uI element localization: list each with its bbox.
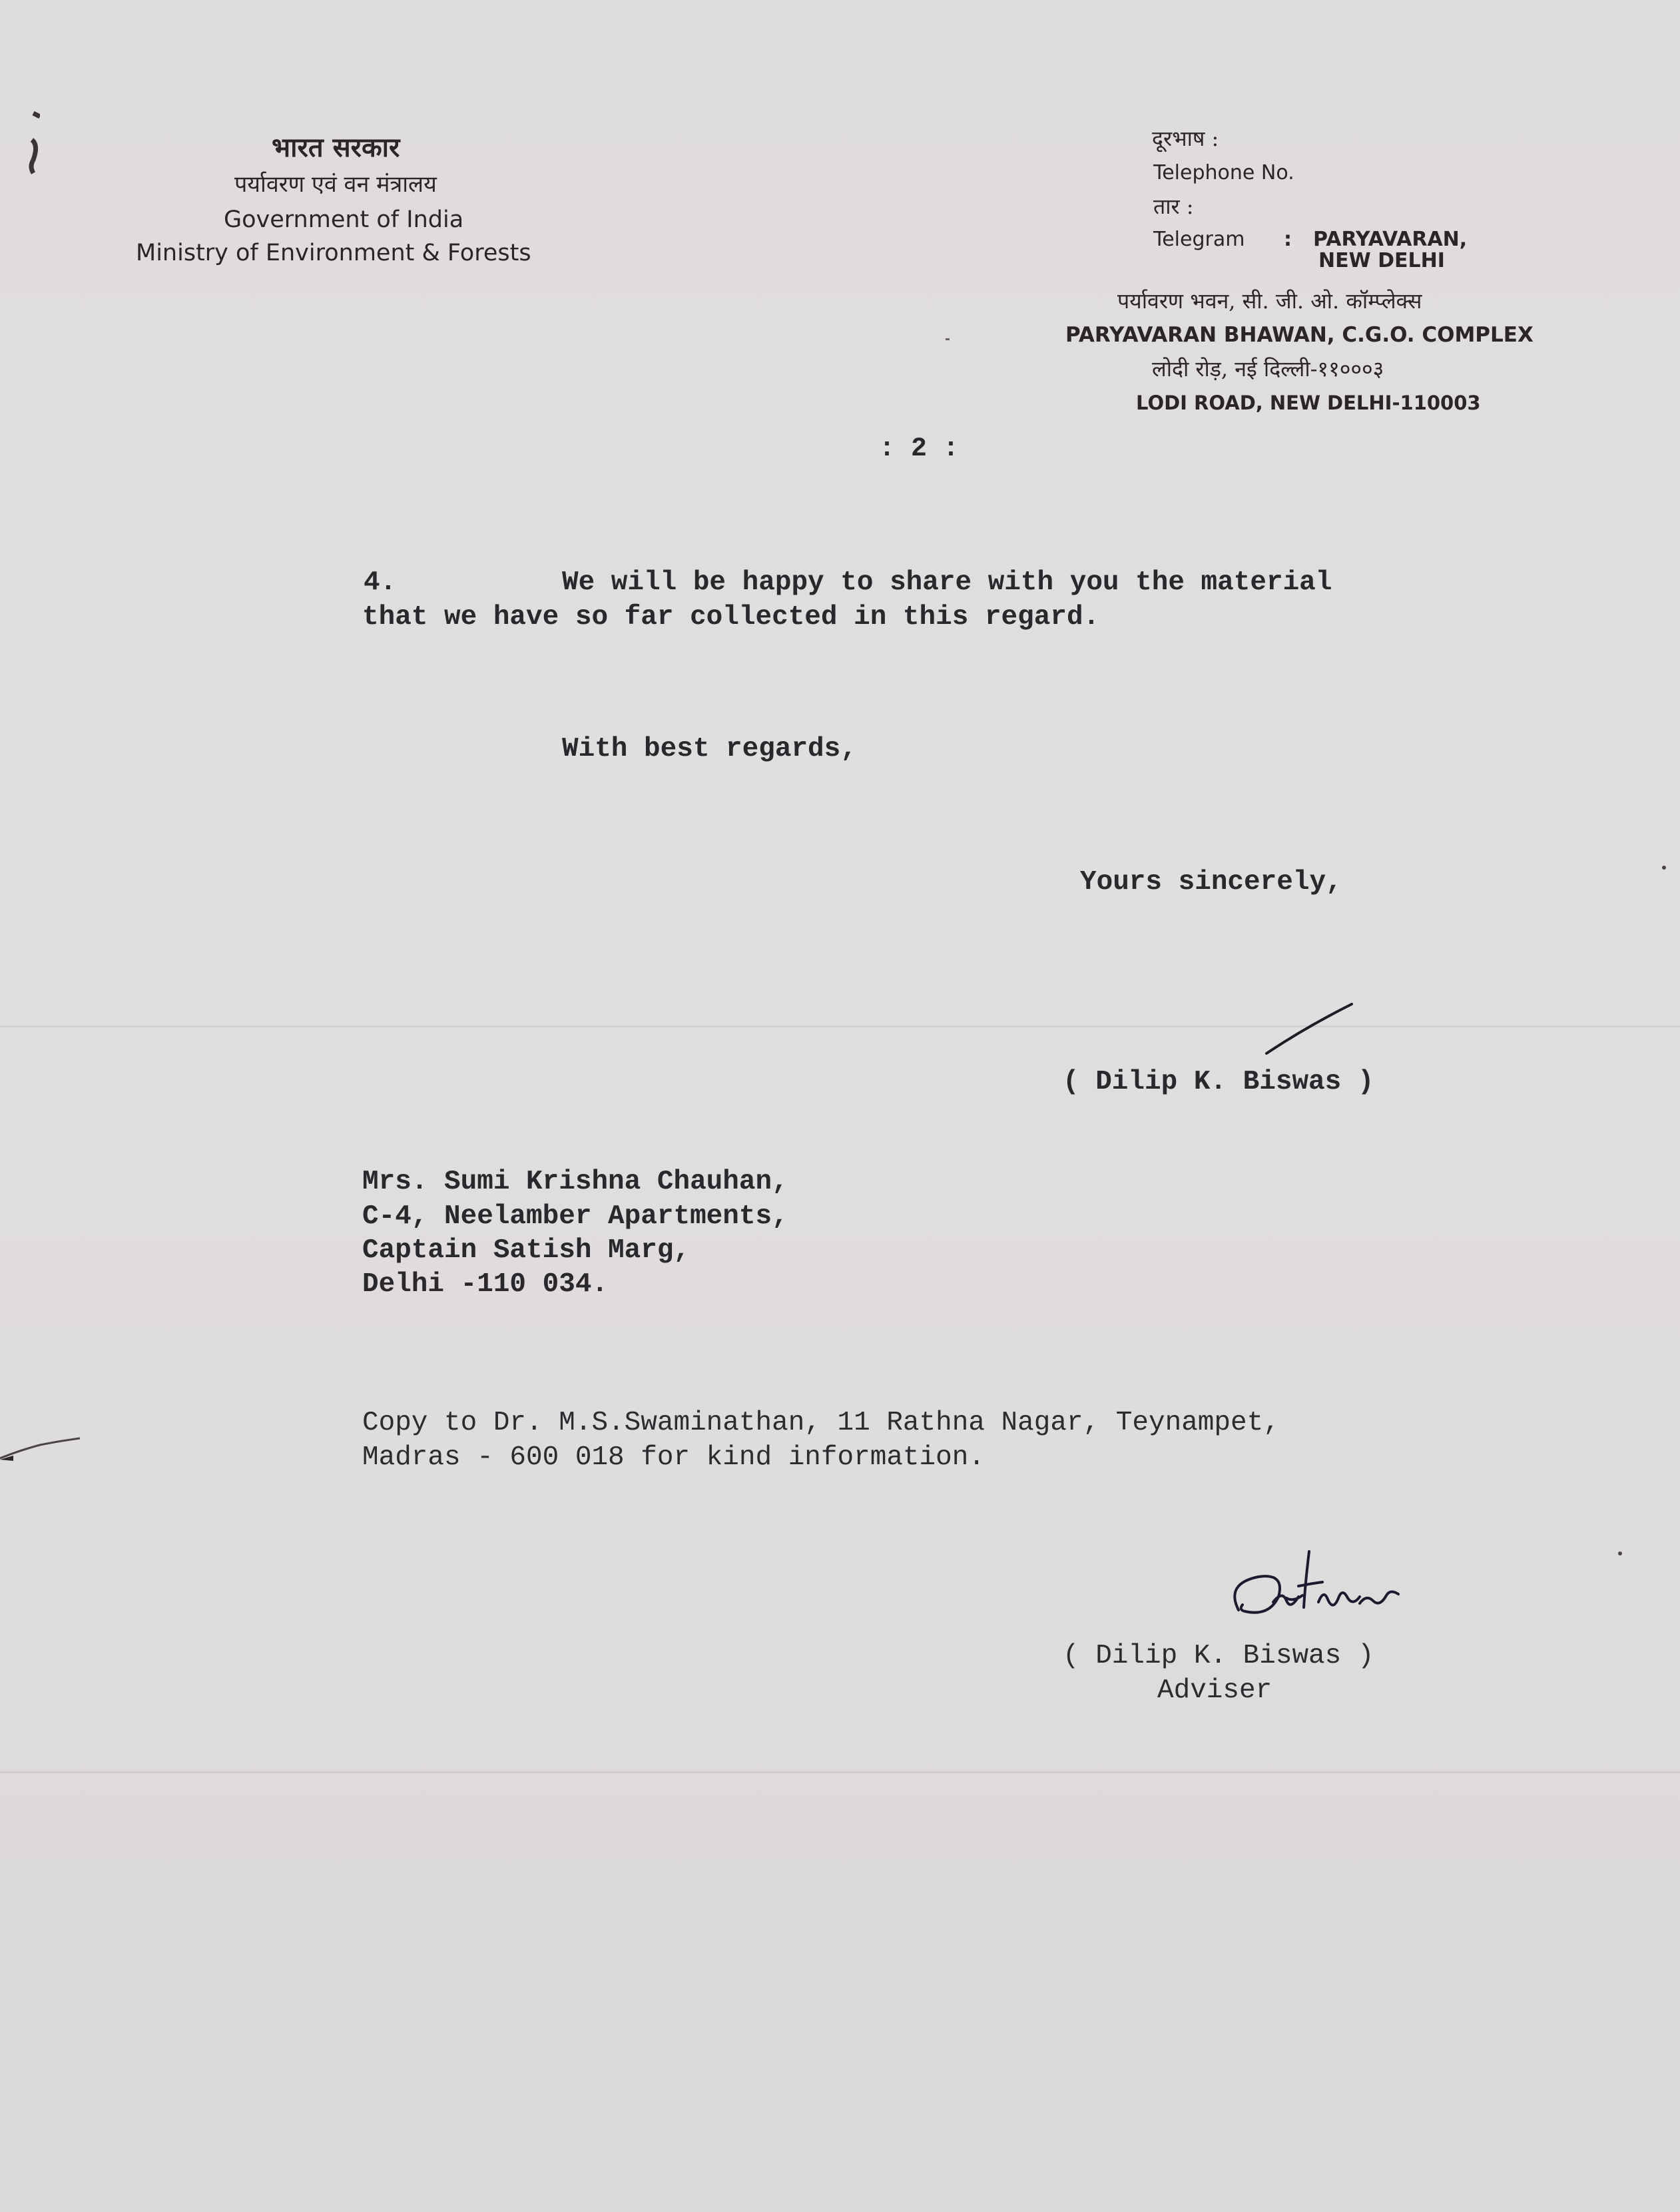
recipient-line-3: Captain Satish Marg, bbox=[362, 1235, 691, 1266]
recipient-line-4: Delhi -110 034. bbox=[362, 1269, 609, 1300]
letterhead-hindi-address-2: लोदी रोड़, नई दिल्ली-११०००३ bbox=[1152, 356, 1384, 382]
edge-tear-icon bbox=[0, 1432, 87, 1472]
letterhead-telegram-city: NEW DELHI bbox=[1318, 249, 1445, 272]
letterhead-address-2: LODI ROAD, NEW DELHI-110003 bbox=[1136, 392, 1481, 414]
letterhead-hindi-government: भारत सरकार bbox=[272, 132, 400, 163]
letterhead-hindi-phone: दूरभाष : bbox=[1152, 126, 1219, 151]
letterhead-hindi-telegram: तार : bbox=[1153, 194, 1194, 219]
recipient-line-1: Mrs. Sumi Krishna Chauhan, bbox=[362, 1167, 788, 1197]
letterhead-hindi-ministry: पर्यावरण एवं वन मंत्रालय bbox=[234, 171, 437, 198]
paper-speck bbox=[946, 338, 950, 340]
letterhead-telegram-value: PARYAVARAN, bbox=[1313, 228, 1468, 251]
signature-title: Adviser bbox=[1157, 1675, 1272, 1706]
regards-text: With best regards, bbox=[562, 734, 857, 764]
letterhead-ministry: Ministry of Environment & Forests bbox=[136, 240, 531, 266]
paper-fold-line bbox=[0, 1771, 1680, 1773]
edge-mark-icon bbox=[0, 100, 40, 200]
signatory-name: ( Dilip K. Biswas ) bbox=[1063, 1067, 1374, 1097]
letterhead-telegram-label: Telegram bbox=[1153, 228, 1245, 251]
handwritten-signature-icon bbox=[1212, 1538, 1412, 1638]
letterhead-government: Government of India bbox=[224, 206, 464, 233]
paragraph-line-2: that we have so far collected in this regard. bbox=[362, 602, 1100, 633]
recipient-line-2: C-4, Neelamber Apartments, bbox=[362, 1201, 788, 1232]
paragraph-line-1: We will be happy to share with you the material bbox=[562, 567, 1332, 598]
copy-line-1: Copy to Dr. M.S.Swaminathan, 11 Rathna Nagar, Teynampet, bbox=[362, 1408, 1280, 1438]
letterhead-phone-label: Telephone No. bbox=[1153, 161, 1294, 184]
letterhead-telegram-colon: : bbox=[1284, 228, 1292, 251]
paper-fold-line bbox=[0, 1025, 1680, 1027]
paper-speck bbox=[1618, 1551, 1622, 1555]
letterhead-hindi-address-1: पर्यावरण भवन, सी. जी. ओ. कॉम्प्लेक्स bbox=[1117, 288, 1422, 314]
closing-text: Yours sincerely, bbox=[1080, 867, 1342, 898]
copy-line-2: Madras - 600 018 for kind information. bbox=[362, 1442, 985, 1473]
signature-name: ( Dilip K. Biswas ) bbox=[1063, 1641, 1374, 1671]
letterhead-address-1: PARYAVARAN BHAWAN, C.G.O. COMPLEX bbox=[1065, 323, 1534, 347]
page-number: : 2 : bbox=[879, 434, 960, 464]
initial-stroke-icon bbox=[1259, 999, 1365, 1059]
paragraph-number: 4. bbox=[364, 567, 397, 598]
paper-speck bbox=[1662, 866, 1666, 870]
